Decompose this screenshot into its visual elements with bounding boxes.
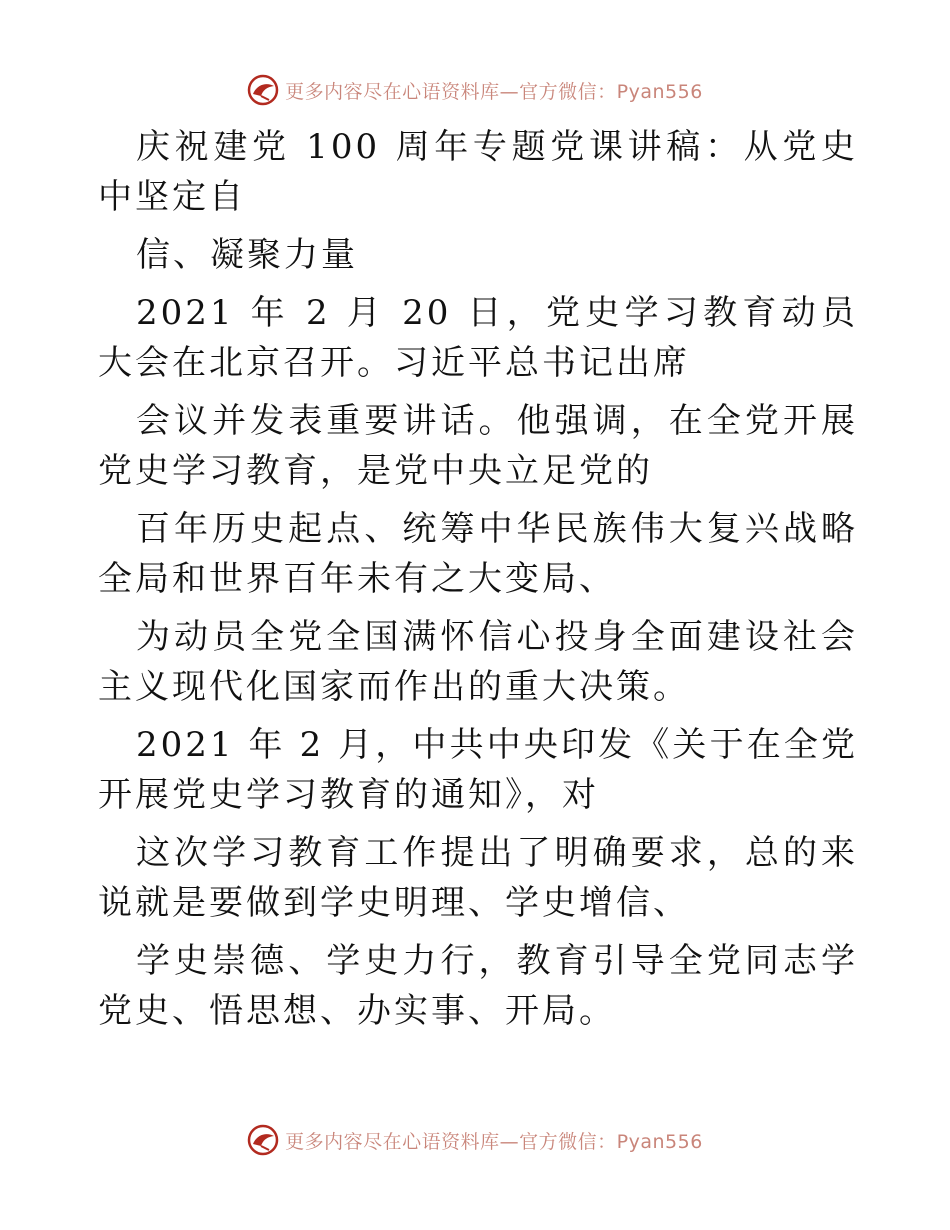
- paragraph: 这次学习教育工作提出了明确要求，总的来说就是要做到学史明理、学史增信、: [98, 833, 858, 923]
- paragraph: 学史崇德、学史力行，教育引导全党同志学党史、悟思想、办实事、开局。: [98, 941, 858, 1031]
- document-body: [98, 122, 858, 1036]
- red-bird-logo-icon: [247, 74, 279, 106]
- paragraph: 庆祝建党 100 周年专题党课讲稿：从党史中坚定自: [98, 127, 858, 217]
- paragraph: 信、凝聚力量: [136, 235, 358, 275]
- watermark-text: 更多内容尽在心语资料库—官方微信：Pyan556: [285, 1130, 703, 1153]
- footer-watermark: [0, 1120, 950, 1160]
- red-bird-logo-icon: [247, 1124, 279, 1156]
- paragraph: 会议并发表重要讲话。他强调，在全党开展党史学习教育，是党中央立足党的: [98, 401, 858, 491]
- paragraph: 2021 年 2 月，中共中央印发《关于在全党开展党史学习教育的通知》，对: [98, 725, 858, 815]
- watermark-text: 更多内容尽在心语资料库—官方微信：Pyan556: [285, 80, 703, 103]
- header-watermark: [0, 70, 950, 110]
- paragraph: 百年历史起点、统筹中华民族伟大复兴战略全局和世界百年未有之大变局、: [98, 509, 858, 599]
- paragraph: 2021 年 2 月 20 日，党史学习教育动员大会在北京召开。习近平总书记出席: [98, 293, 858, 383]
- paragraph: 为动员全党全国满怀信心投身全面建设社会主义现代化国家而作出的重大决策。: [98, 617, 858, 707]
